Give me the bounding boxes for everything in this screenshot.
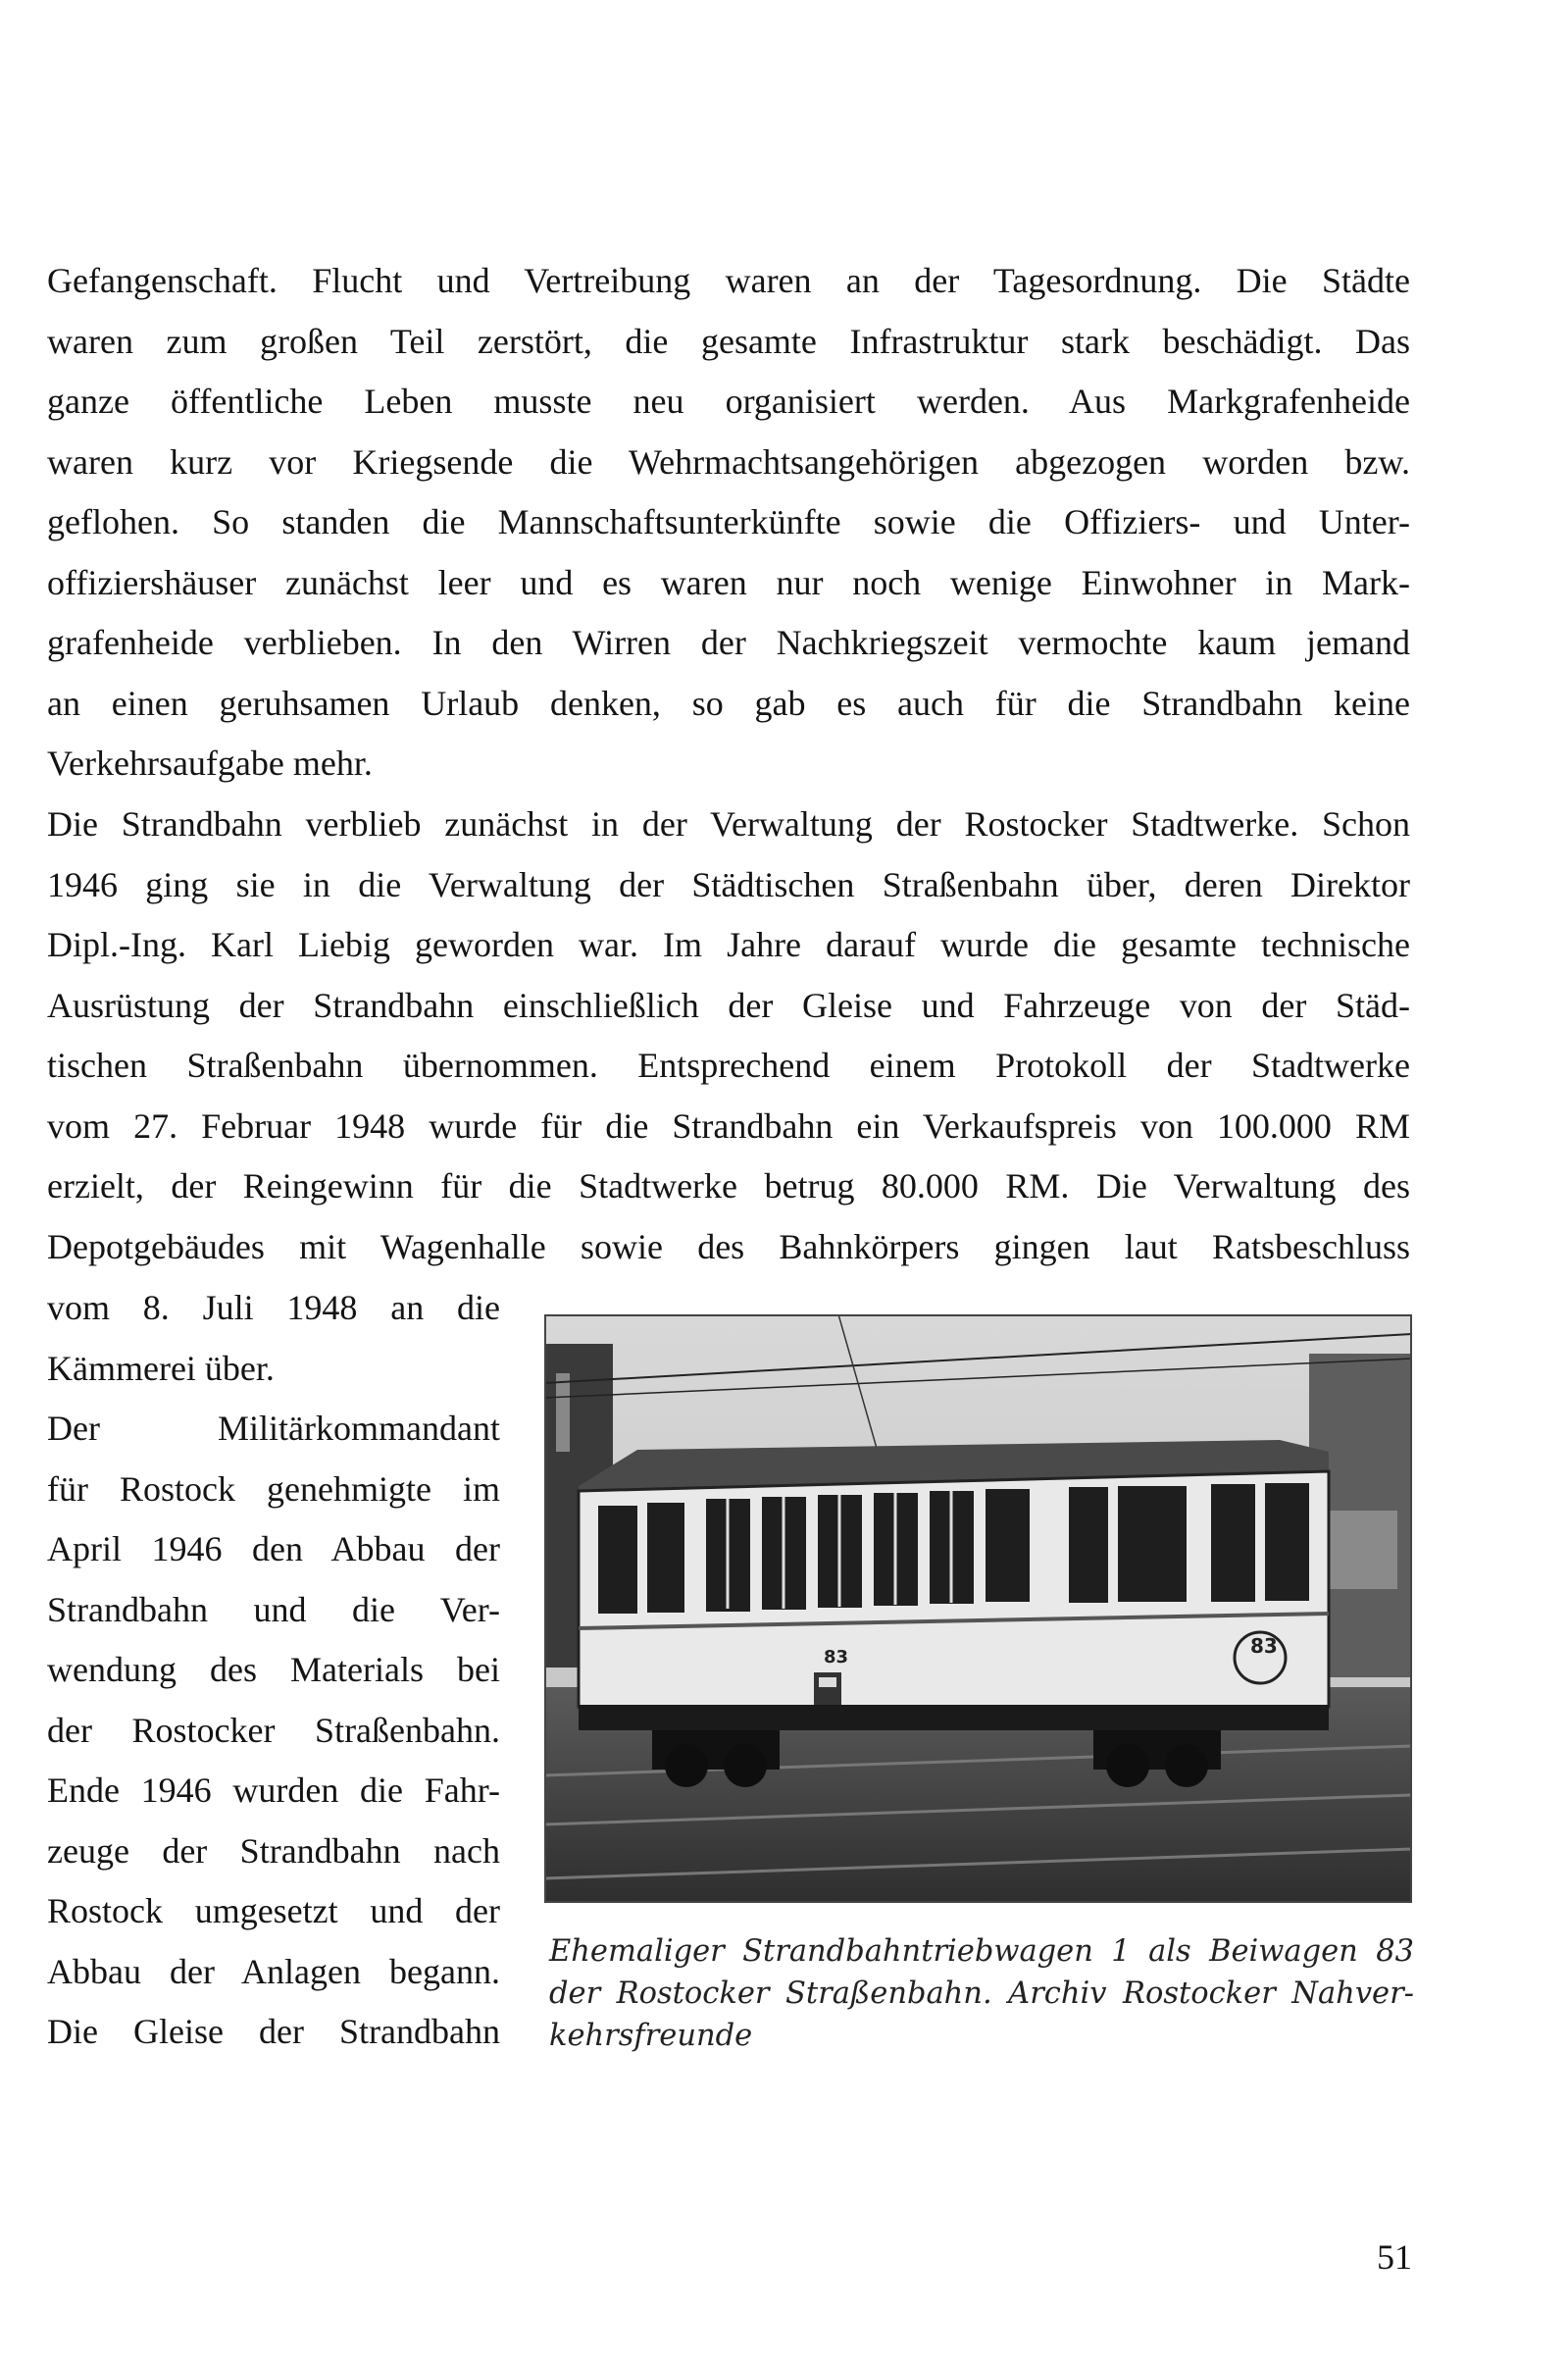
paragraph-postwar bbox=[47, 251, 1410, 795]
text-line: Kämmerei über. bbox=[47, 1348, 275, 1388]
text-line: Gefangenschaft. Flucht und Vertreibung waren an der Tagesordnung. Die Städte bbox=[47, 261, 1410, 300]
page-number: 51 bbox=[1377, 2237, 1412, 2277]
text-line: Ausrüstung der Strandbahn einschließlich der Gleise und Fahrzeuge von der Städ- bbox=[47, 985, 1410, 1025]
tram-photo bbox=[544, 1314, 1412, 1903]
text-line: tischen Straßenbahn übernommen. Entsprechend einem Protokoll der Stadtwerke bbox=[47, 1046, 1410, 1085]
paragraph-administration bbox=[47, 795, 1410, 1277]
text-line: geflohen. So standen die Mannschaftsunterkünfte sowie die Offiziers- und Unter- bbox=[47, 502, 1410, 541]
front-number-label: 83 bbox=[1250, 1634, 1278, 1658]
caption-line: Ehemaliger Strandbahntriebwagen 1 als Beiwagen 83 bbox=[549, 1934, 1414, 1969]
text-line: Depotgebäudes mit Wagenhalle sowie des Bahnkörpers gingen laut Ratsbeschluss bbox=[47, 1226, 1410, 1266]
text-line: zeuge der Strandbahn nach bbox=[47, 1830, 500, 1871]
text-line: grafenheide verblieben. In den Wirren der Nachkriegszeit vermochte kaum jemand bbox=[47, 623, 1410, 662]
text-line: Abbau der Anlagen begann. bbox=[47, 1951, 500, 1991]
text-line: Strandbahn und die Ver- bbox=[47, 1589, 500, 1629]
text-line: Die Strandbahn verblieb zunächst in der Verwaltung der Rostocker Stadtwerke. Schon bbox=[47, 804, 1410, 844]
text-line: vom 27. Februar 1948 wurde für die Strandbahn ein Verkaufspreis von 100.000 RM bbox=[47, 1105, 1410, 1146]
text-line: an einen geruhsamen Urlaub denken, so gab es auch für die Strandbahn keine bbox=[47, 683, 1410, 723]
text-line: ganze öffentliche Leben musste neu organisiert werden. Aus Markgrafenheide bbox=[47, 382, 1410, 421]
text-line: Verkehrsaufgabe mehr. bbox=[47, 744, 373, 783]
caption-line: kehrsfreunde bbox=[549, 2019, 753, 2053]
text-line: waren zum großen Teil zerstört, die gesamte Infrastruktur stark beschädigt. Das bbox=[47, 321, 1410, 361]
text-line: wendung des Materials bei bbox=[47, 1650, 500, 1689]
tram-photo-drawing bbox=[544, 1314, 1412, 1903]
text-line: Dipl.-Ing. Karl Liebig geworden war. Im Jahre darauf wurde die gesamte technische bbox=[47, 925, 1410, 964]
text-line: für Rostock genehmigte im bbox=[47, 1468, 500, 1509]
text-line: Der Militärkommandant bbox=[47, 1409, 500, 1448]
text-line: erzielt, der Reingewinn für die Stadtwerke betrug 80.000 RM. Die Verwaltung des bbox=[47, 1166, 1410, 1206]
text-line: waren kurz vor Kriegsende die Wehrmachtsangehörigen abgezogen worden bzw. bbox=[47, 441, 1410, 482]
text-line: offiziershäuser zunächst leer und es waren nur noch wenige Einwohner in Mark- bbox=[47, 562, 1410, 602]
text-line: Die Gleise der Strandbahn bbox=[47, 2012, 500, 2051]
text-line: der Rostocker Straßenbahn. bbox=[47, 1710, 500, 1750]
car-number-label: 83 bbox=[824, 1647, 849, 1668]
text-line: Rostock umgesetzt und der bbox=[47, 1891, 500, 1930]
caption-line: der Rostocker Straßenbahn. Archiv Rostocker Nahver- bbox=[549, 1976, 1414, 2011]
text-line: 1946 ging sie in die Verwaltung der Städtischen Straßenbahn über, deren Direktor bbox=[47, 864, 1410, 904]
text-line: vom 8. Juli 1948 an die bbox=[47, 1288, 500, 1327]
column-text bbox=[47, 1278, 500, 2063]
text-line: April 1946 den Abbau der bbox=[47, 1529, 500, 1568]
photo-caption bbox=[549, 1930, 1414, 2057]
text-line: Ende 1946 wurden die Fahr- bbox=[47, 1771, 500, 1810]
